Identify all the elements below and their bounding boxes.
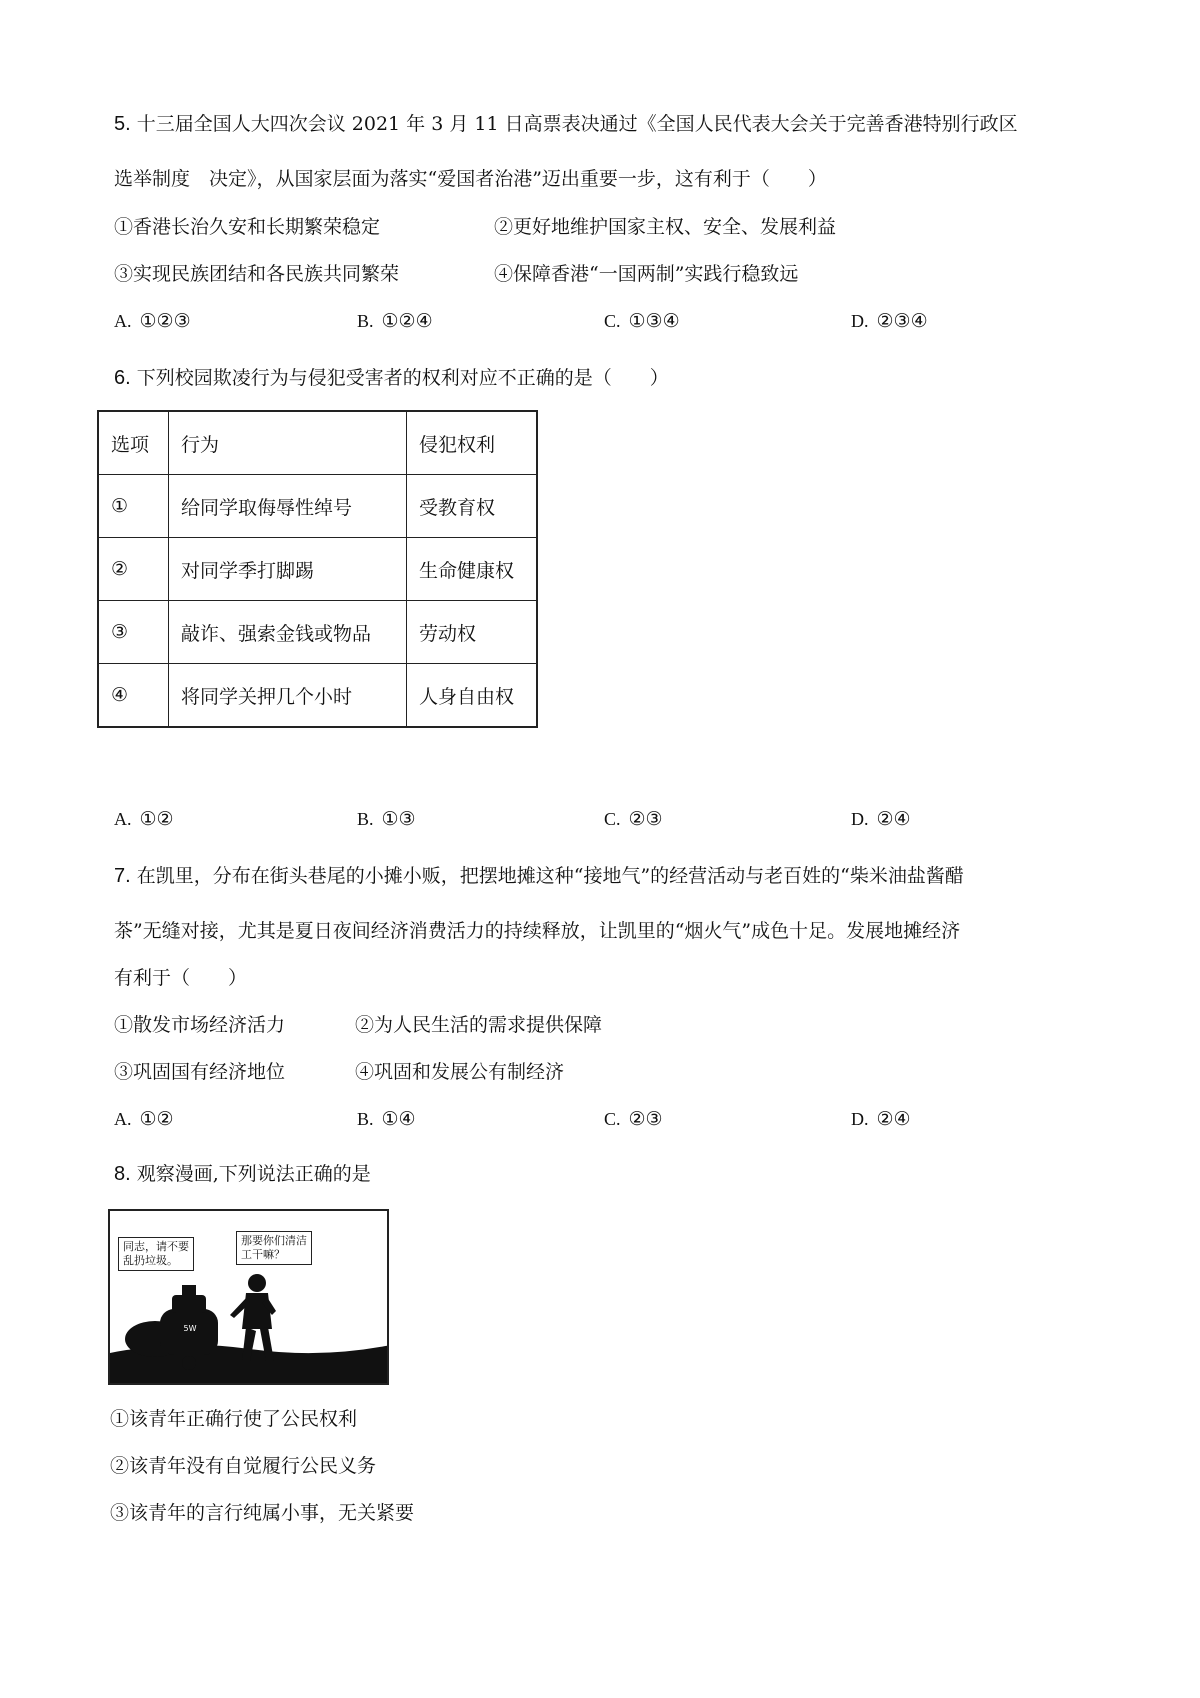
q6-line xyxy=(114,368,669,388)
table-row xyxy=(98,601,537,664)
table-cell: ④ xyxy=(98,664,169,728)
rights-table xyxy=(97,410,538,728)
q7-number: 7. xyxy=(114,865,131,887)
q6-number: 6. xyxy=(114,367,131,389)
q5-stem-line2: 选举制度 决定》，从国家层面为落实“爱国者治港”迈出重要一步，这有利于（ ） xyxy=(114,168,827,190)
q7-stem-line3: 有利于（ ） xyxy=(114,967,248,989)
table-header-cell: 侵犯权利 xyxy=(407,411,538,475)
q5-choice-d[interactable]: D. ②③④ xyxy=(851,310,928,332)
q6-stem: 下列校园欺凌行为与侵犯受害者的权利对应不正确的是（ ） xyxy=(136,367,669,389)
q7-choice-c[interactable]: C. ②③ xyxy=(604,1108,663,1130)
q5-choice-c[interactable]: C. ①③④ xyxy=(604,310,680,332)
q7-option-1: ①散发市场经济活力 xyxy=(114,1014,286,1036)
q8-stem: 观察漫画,下列说法正确的是 xyxy=(136,1163,371,1185)
q7-stem-line2: 茶”无缝对接，尤其是夏日夜间经济消费活力的持续释放，让凯里的“烟火气”成色十足。发展地摊经济 xyxy=(114,920,961,942)
q7-option-4: ④巩固和发展公有制经济 xyxy=(355,1061,565,1083)
table-cell: ② xyxy=(98,538,169,601)
q8-line xyxy=(114,1164,371,1184)
q6-choice-d[interactable]: D. ②④ xyxy=(851,808,911,830)
table-cell: 生命健康权 xyxy=(407,538,538,601)
q7-choice-d[interactable]: D. ②④ xyxy=(851,1108,911,1130)
q8-option-2: ②该青年没有自觉履行公民义务 xyxy=(110,1455,377,1477)
q7-choice-a[interactable]: A. ①② xyxy=(114,1108,174,1130)
table-row xyxy=(98,664,537,728)
q5-choice-b[interactable]: B. ①②④ xyxy=(357,310,433,332)
q5-option-4: ④保障香港“一国两制”实践行稳致远 xyxy=(494,263,799,285)
table-header-row xyxy=(98,411,537,475)
table-row xyxy=(98,475,537,538)
comic-bubble-right: 那要你们清洁 工干嘛？ xyxy=(236,1231,312,1265)
table-cell: 受教育权 xyxy=(407,475,538,538)
table-cell: ③ xyxy=(98,601,169,664)
q7-choice-b[interactable]: B. ①④ xyxy=(357,1108,416,1130)
q7-option-3: ③巩固国有经济地位 xyxy=(114,1061,286,1083)
svg-text:5W: 5W xyxy=(183,1324,197,1333)
q5-stem-line1: 十三届全国人大四次会议 2021 年 3 月 11 日高票表决通过《全国人民代表大会关于完善香港特别行政区 xyxy=(136,113,1018,135)
table-cell: 对同学季打脚踢 xyxy=(169,538,407,601)
q8-number: 8. xyxy=(114,1163,131,1185)
q7-line1 xyxy=(114,866,964,886)
table-cell: 敲诈、强索金钱或物品 xyxy=(169,601,407,664)
table-cell: 劳动权 xyxy=(407,601,538,664)
q5-line1 xyxy=(114,114,1018,134)
comic-bubble-left: 同志，请不要 乱扔垃圾。 xyxy=(118,1237,194,1271)
q7-option-2: ②为人民生活的需求提供保障 xyxy=(355,1014,603,1036)
q8-option-1: ①该青年正确行使了公民权利 xyxy=(110,1408,358,1430)
q5-option-2: ②更好地维护国家主权、安全、发展利益 xyxy=(494,216,837,238)
q6-choice-a[interactable]: A. ①② xyxy=(114,808,174,830)
comic-image xyxy=(108,1209,389,1385)
table-row xyxy=(98,538,537,601)
q6-choice-b[interactable]: B. ①③ xyxy=(357,808,416,830)
table-cell: ① xyxy=(98,475,169,538)
q8-option-3: ③该青年的言行纯属小事，无关紧要 xyxy=(110,1502,415,1524)
table-cell: 给同学取侮辱性绰号 xyxy=(169,475,407,538)
table-cell: 将同学关押几个小时 xyxy=(169,664,407,728)
q5-number: 5. xyxy=(114,113,131,135)
table-cell: 人身自由权 xyxy=(407,664,538,728)
q7-stem-line1: 在凯里，分布在街头巷尾的小摊小贩，把摆地摊这种“接地气”的经营活动与老百姓的“柴米油盐酱醋 xyxy=(136,865,964,887)
q5-choice-a[interactable]: A. ①②③ xyxy=(114,310,191,332)
q5-option-3: ③实现民族团结和各民族共同繁荣 xyxy=(114,263,400,285)
table-header-cell: 行为 xyxy=(169,411,407,475)
q6-choice-c[interactable]: C. ②③ xyxy=(604,808,663,830)
q5-option-1: ①香港长治久安和长期繁荣稳定 xyxy=(114,216,381,238)
table-header-cell: 选项 xyxy=(98,411,169,475)
